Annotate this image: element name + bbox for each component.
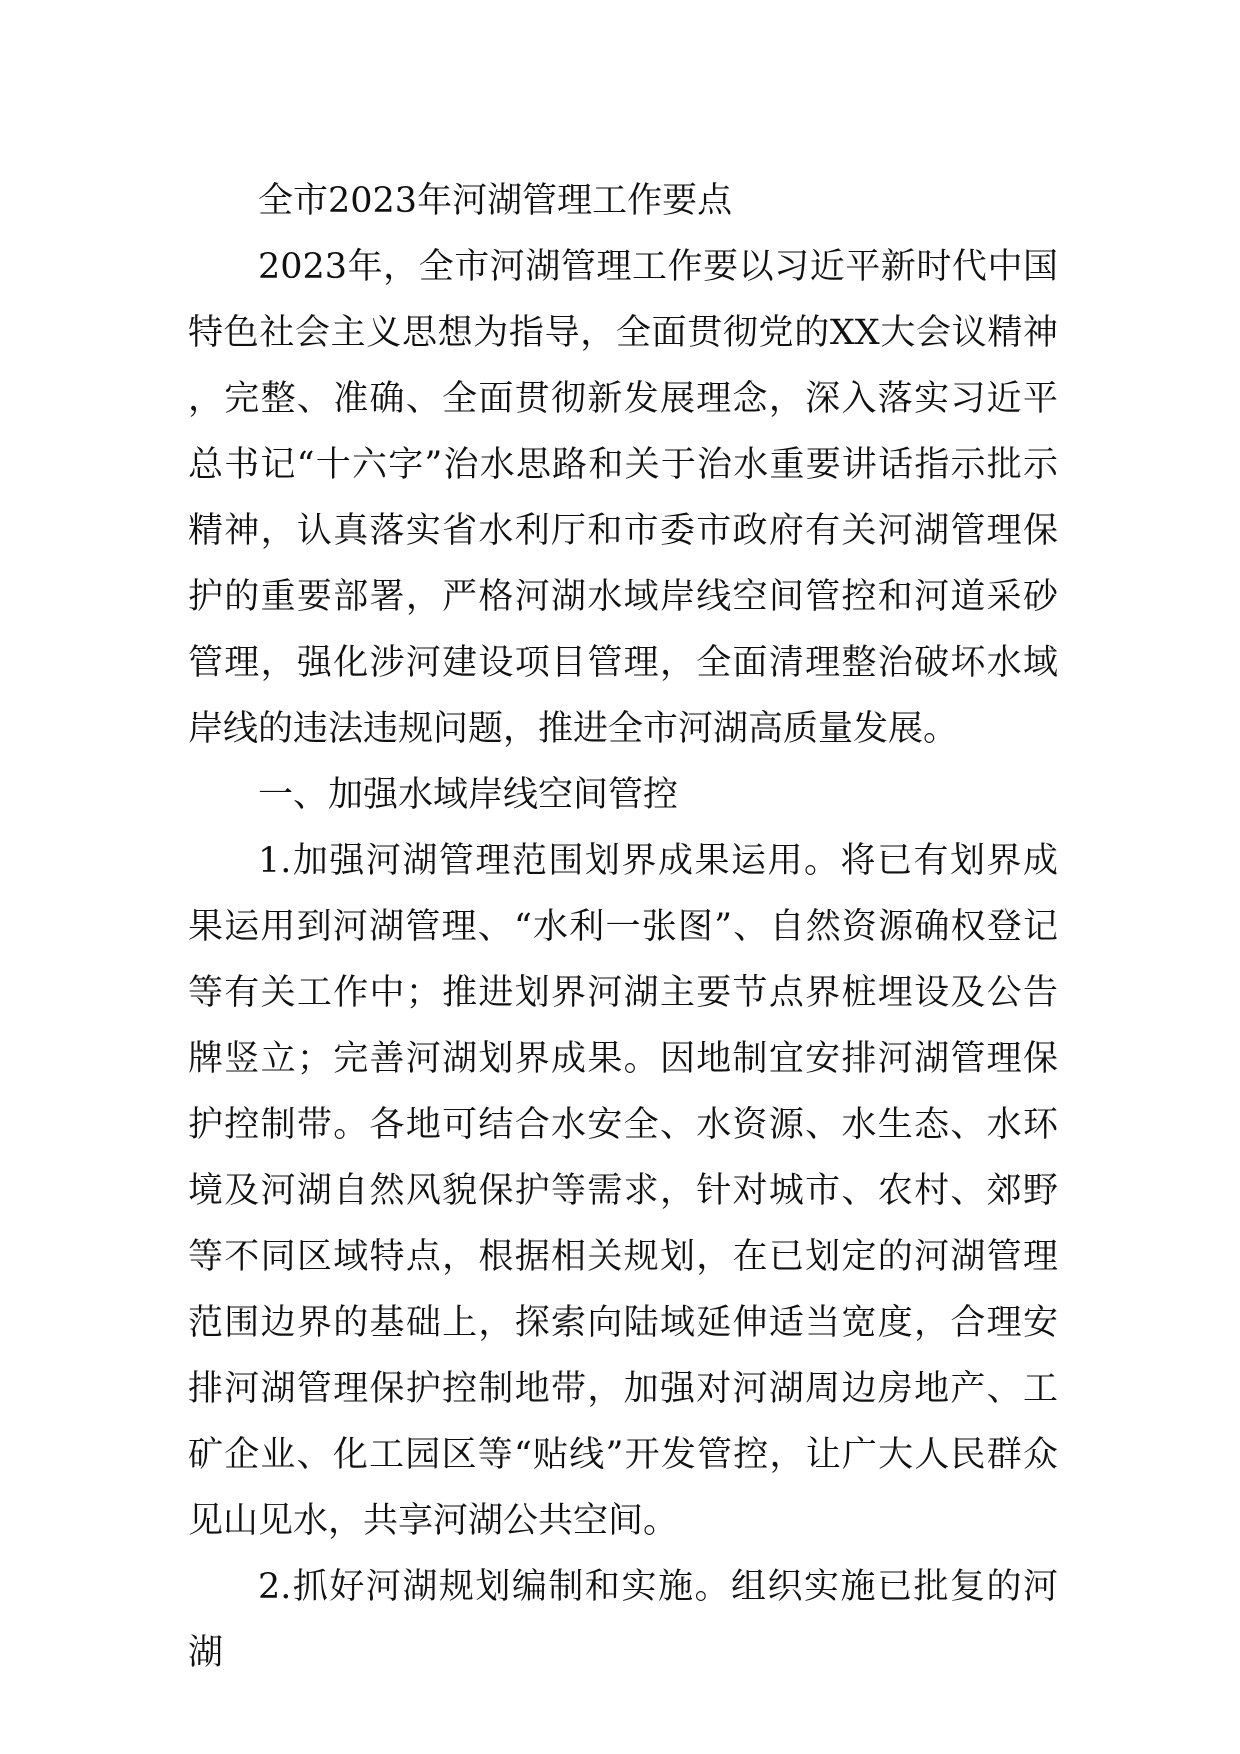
intro-paragraph: 2023年，全市河湖管理工作要以习近平新时代中国特色社会主义思想为指导，全面贯彻党的XX大会议精神，完整、准确、全面贯彻新发展理念，深入落实习近平总书记“十六字”治水思路和关于治水重要讲话指示批示精神，认真落实省水利厅和市委市政府有关河湖管理保护的重要部署，严格河湖水域岸线空间管控和河道采砂管理，强化涉河建设项目管理，全面清理整治破坏水域岸线的违法违规问题，推进全市河湖高质量发展。 — [188, 247, 1058, 749]
section-heading: 一、加强水域岸线空间管控 — [258, 775, 679, 815]
document-title: 全市2023年河湖管理工作要点 — [258, 181, 733, 221]
item-2-paragraph: 2.抓好河湖规划编制和实施。组织实施已批复的河湖 — [188, 1567, 1058, 1673]
item-1-paragraph: 1.加强河湖管理范围划界成果运用。将已有划界成果运用到河湖管理、“水利一张图”、自然资源确权登记等有关工作中；推进划界河湖主要节点界桩埋设及公告牌竖立；完善河湖划界成果。因地制宜安排河湖管理保护控制带。各地可结合水安全、水资源、水生态、水环境及河湖自然风貌保护等需求，针对城市、农村、郊野等不同区域特点，根据相关规划，在已划定的河湖管理范围边界的基础上，探索向陆域延伸适当宽度，合理安排河湖管理保护控制地带，加强对河湖周边房地产、工矿企业、化工园区等“贴线”开发管控，让广大人民群众见山见水，共享河湖公共空间。 — [188, 841, 1058, 1541]
document-body — [188, 168, 1058, 1686]
